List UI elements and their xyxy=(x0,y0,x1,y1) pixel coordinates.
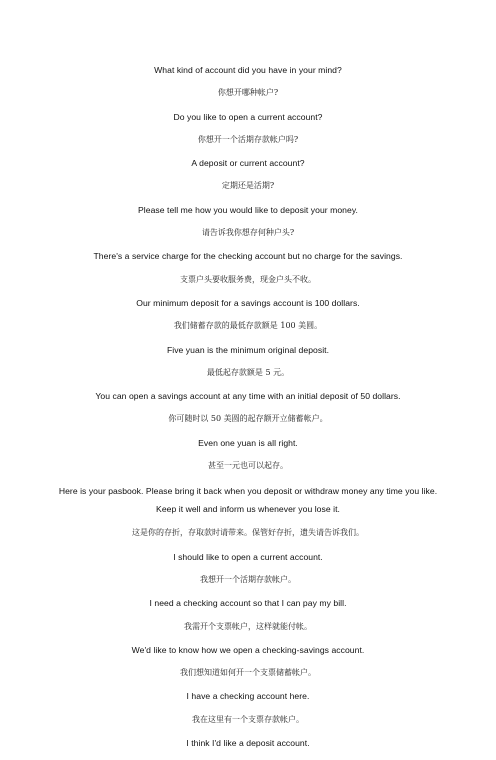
english-paragraph: Here is your pasbook. Please bring it back when you deposit or withdraw money any time you like. Keep it well and inform us whenever you lose it. xyxy=(58,486,438,514)
chinese-line: 我需开个支票帐户，这样就能付帐。 xyxy=(184,621,312,631)
english-line: Do you like to open a current account? xyxy=(173,111,323,122)
document-body xyxy=(50,64,446,760)
english-line: Five yuan is the minimum original deposit. xyxy=(166,344,330,355)
english-line: We'd like to know how we open a checking-savings account. xyxy=(131,644,365,655)
chinese-line: 我在这里有一个支票存款帐户。 xyxy=(192,714,304,724)
chinese-line: 支票户头要收服务费，现金户头不收。 xyxy=(180,274,316,284)
english-line: Even one yuan is all right. xyxy=(198,437,298,448)
english-line: You can open a savings account at any time with an initial deposit of 50 dollars. xyxy=(95,391,401,402)
chinese-line: 最低起存款额是 5 元。 xyxy=(206,367,290,377)
chinese-line: 定期还是活期? xyxy=(221,181,275,191)
english-line: There's a service charge for the checking account but no charge for the savings. xyxy=(93,251,403,262)
chinese-line: 你可随时以 50 美圆的起存额开立储蓄帐户。 xyxy=(168,414,328,424)
english-line: What kind of account did you have in your mind? xyxy=(154,65,342,75)
chinese-line: 我们储蓄存款的最低存款额是 100 美圆。 xyxy=(173,321,323,331)
english-line: Our minimum deposit for a savings account is 100 dollars. xyxy=(136,297,360,308)
chinese-line: 请告诉我你想存何种户头? xyxy=(201,228,295,238)
english-line: I have a checking account here. xyxy=(186,691,310,702)
english-line: A deposit or current account? xyxy=(191,158,305,169)
chinese-line: 我们想知道如何开一个支票储蓄帐户。 xyxy=(180,668,316,678)
chinese-line: 甚至一元也可以起存。 xyxy=(208,461,288,471)
english-line: Please tell me how you would like to deposit your money. xyxy=(138,204,358,215)
chinese-line: 你想开哪种帐户? xyxy=(217,88,279,98)
english-line: I think I'd like a deposit account. xyxy=(186,738,310,749)
english-line: I need a checking account so that I can pay my bill. xyxy=(149,598,347,609)
chinese-line: 这是你的存折，存取款时请带来。保管好存折，遗失请告诉我们。 xyxy=(132,528,364,538)
chinese-line: 你想开一个活期存款帐户吗? xyxy=(197,134,299,144)
chinese-line: 我想开一个活期存款帐户。 xyxy=(200,574,296,584)
english-line: I should like to open a current account. xyxy=(173,551,323,562)
